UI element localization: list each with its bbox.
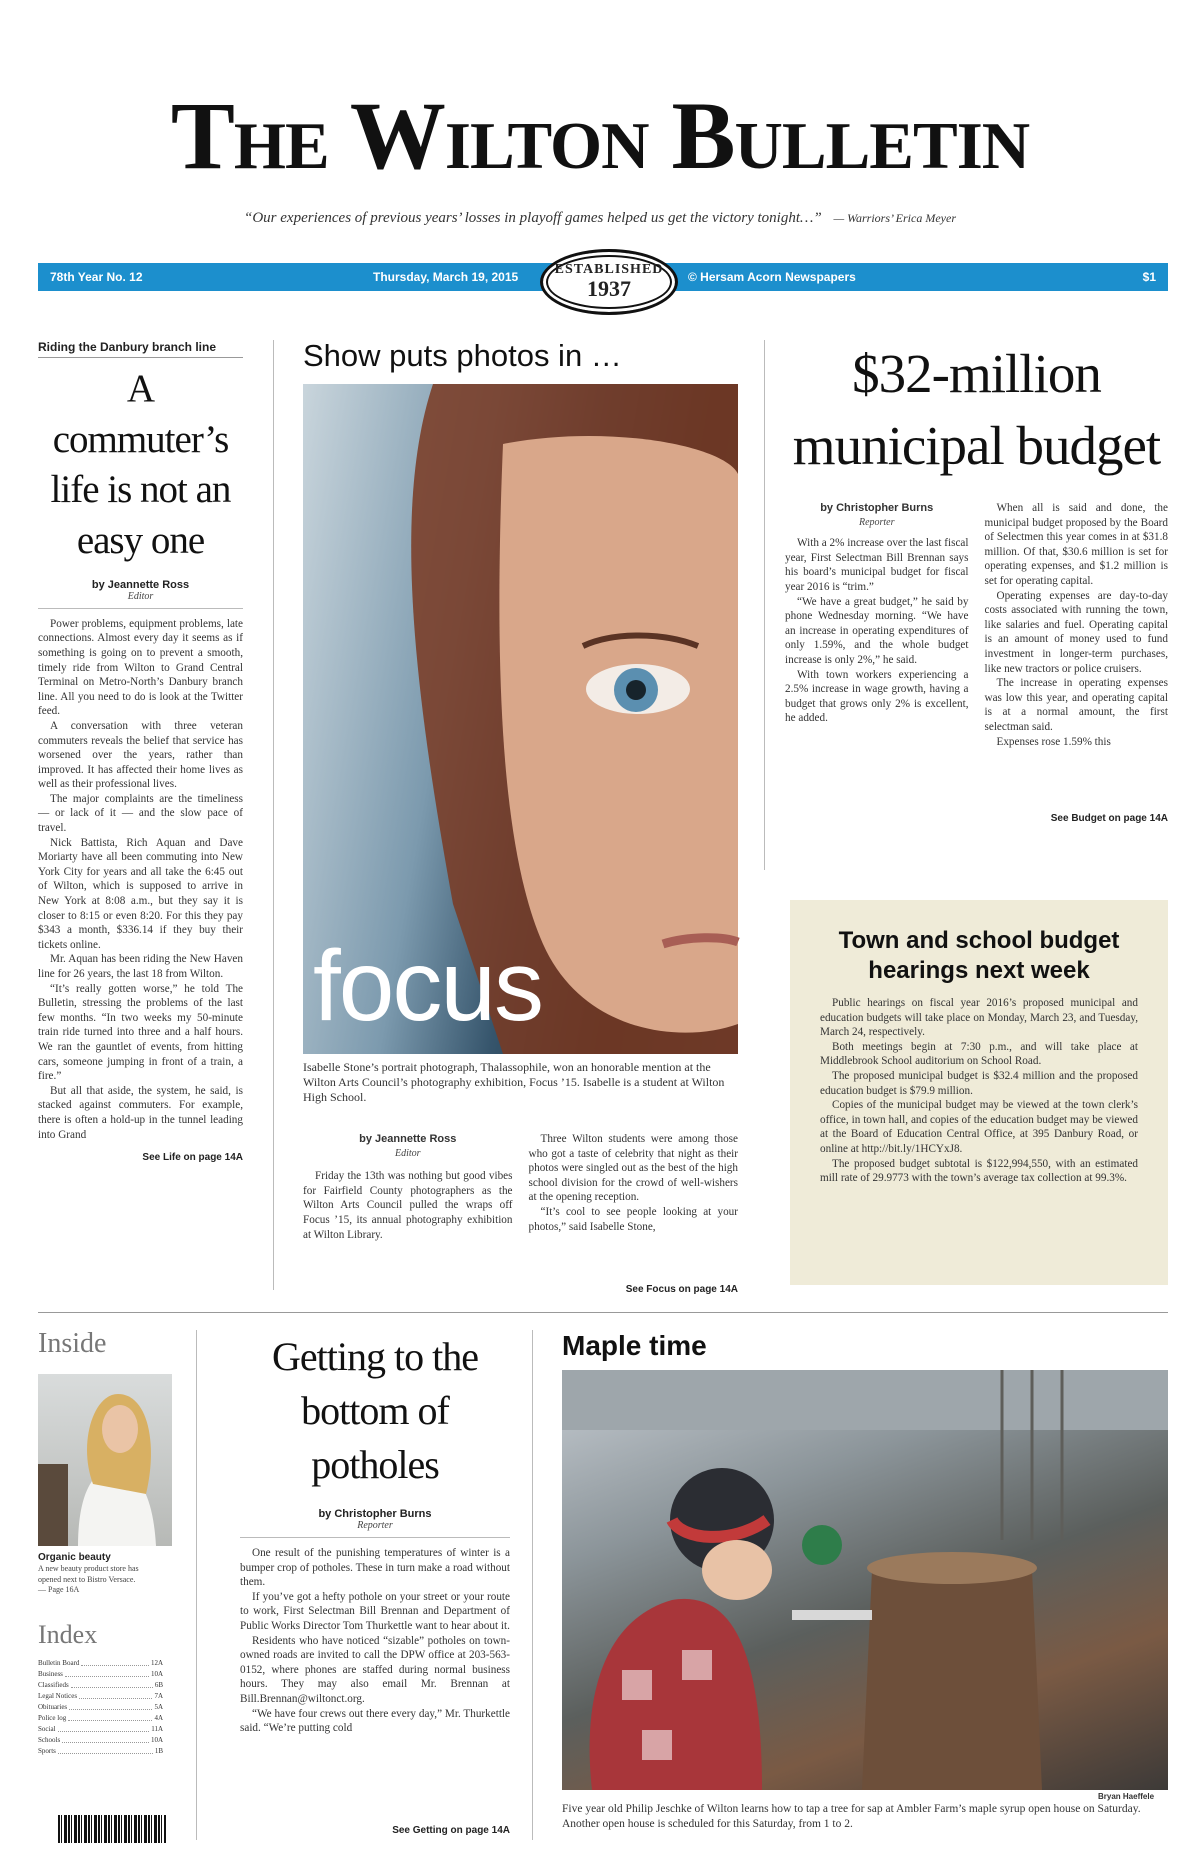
publisher: © Hersam Acorn Newspapers [688,270,856,284]
tagline-attribution: — Warriors’ Erica Meyer [833,211,956,225]
focus-photo-caption: Isabelle Stone’s portrait photograph, Thalassophile, won an honorable mention at the Wilton Arts Council’s photography exhibition, Focus ’15. Isabelle is a student at Wilton High School. [303,1060,725,1104]
woman-portrait-image [38,1374,172,1546]
paragraph: Expenses rose 1.59% this [996,735,1111,748]
paragraph: Public hearings on fiscal year 2016’s proposed municipal and education budgets will take place on Monday, March 23, and Tuesday, March 24, respectively. [820,997,1138,1039]
paragraph: If you’ve got a hefty pothole on your street or your route to work, First Selectman Bill Brennan and Department of Public Works Director Tom Thurkettle want to hear about it. [240,1590,510,1632]
index-list [38,1658,163,1757]
center-story-role: Editor [394,1147,421,1159]
center-story-byline: by Jeannette Ross [359,1133,457,1145]
index-row[interactable]: Legal Notices 7A [38,1692,163,1700]
inside-item-page: — Page 16A [38,1585,80,1594]
paragraph: A conversation with three veteran commuters reveals the belief that service has worsened over the years, rather than improved. It has affected their home lives as well as their professional lives. [38,719,243,791]
right-story-role: Reporter [858,516,895,528]
center-story-body [303,1132,738,1282]
pothole-body [240,1546,510,1821]
paragraph: With town workers experiencing a 2.5% increase in wage growth, having a budget that grows only 2% is excellent, he added. [785,668,969,725]
paragraph: The major complaints are the timeliness — or lack of it — and the slow pace of travel. [38,792,243,835]
paragraph: Residents who have noticed “sizable” potholes on town-owned roads are invited to call the DPW office at 203-563-0152, where phones are staffed during normal business hours. They may also email Mr. Brennan at Bill.Brennan@wiltonct.org. [240,1634,510,1705]
paragraph: The proposed budget subtotal is $122,994,550, with an estimated mill rate of 29.9773 with the town’s average tax collection at 99.3%. [820,1157,1138,1185]
right-story-headline-1: $32-million [852,343,1101,404]
paragraph: Nick Battista, Rich Aquan and Dave Moriarty have all been commuting into New York City for years and all take the 6:45 out of Wilton, which is supposed to arrive in New York at 8:08 a.m., but they say it is closer to 8:15 or even 8:20. For this they pay $343 a month, $336.14 if they buy their tickets online. [38,836,243,951]
focus-photo [303,384,738,1054]
masthead-tagline [100,210,1100,227]
maple-photo [562,1370,1168,1790]
established-seal [540,249,678,315]
index-row[interactable]: Bulletin Board 12A [38,1659,163,1667]
paragraph: But all that aside, the system, he said, is stacked against commuters. For example, there is often a hold-up in the tunnel leading into Grand [38,1084,243,1141]
maple-caption: Five year old Philip Jeschke of Wilton learns how to tap a tree for sap at Ambler Farm’s maple syrup open house on Saturday. Another open house is scheduled for this Saturday, from 1 to 2. [562,1803,1141,1830]
pothole-byline: by Christopher Burns [318,1508,432,1520]
paragraph: Copies of the municipal budget may be viewed at the town clerk’s office, in town hall, and copies of the education budget may be viewed at the Board of Education Central Office, at 395 Danbury Road, or online at http://bit.ly/1HCYxJ8. [820,1099,1138,1155]
right-story-jump[interactable]: See Budget on page 14A [1050,813,1168,824]
inside-item-text: A new beauty product store has opened next to Bistro Versace. [38,1564,139,1584]
seal-year: 1937 [587,276,631,301]
paragraph: With a 2% increase over the last fiscal year, First Selectman Bill Brennan says his board’s municipal budget for fiscal year 2016 is “trim.” [785,537,969,593]
center-story [303,1132,738,1295]
center-story-jump[interactable]: See Focus on page 14A [625,1284,738,1295]
pothole-story [240,1330,510,1836]
budget-hearings-box [790,900,1168,1285]
left-story-kicker: Riding the Danbury branch line [38,340,243,358]
left-story [38,340,243,1163]
inside-label: Inside [38,1328,107,1359]
seal-established: ESTABLISHED [554,262,664,277]
index-row[interactable]: Business 10A [38,1670,163,1678]
right-story [785,338,1168,824]
left-story-role: Editor [127,590,154,602]
index-row[interactable]: Classifieds 6B [38,1681,163,1689]
issue-date: Thursday, March 19, 2015 [373,270,519,284]
issue-number: 78th Year No. 12 [50,270,143,284]
index-row[interactable]: Obituaries 5A [38,1703,163,1711]
inside-photo[interactable] [38,1374,172,1546]
left-story-headline: A commuter’s life is not an easy one [50,367,231,563]
index-row[interactable]: Schools 10A [38,1736,163,1744]
paragraph: Friday the 13th was nothing but good vibes for Fairfield County photographers as the Wilton Arts Council pulled the wraps off Focus ’15, its annual photography exhibition at Wilton Library. [303,1170,513,1241]
index-row[interactable]: Police log 4A [38,1714,163,1722]
focus-word: focus [313,930,543,1042]
paragraph: “It’s really gotten worse,” he told The Bulletin, stressing the problems of the last few months. “In two weeks my 50-minute train ride turned into three and a half hours. We ran the gauntlet of events, from hitting cars, someone jumping in front of a train, a fire.” [38,982,243,1083]
tagline-quote: “Our experiences of previous years’ losses in playoff games helped us get the victory tonight…” [244,210,822,226]
price: $1 [1142,270,1156,284]
index-row[interactable]: Social 11A [38,1725,163,1733]
paragraph: “We have four crews out there every day,” Mr. Thurkettle said. “We’re putting cold [240,1707,510,1735]
index-label: Index [38,1620,98,1649]
inside-column [38,1328,188,1757]
paragraph: “We have a great budget,” he said by phone Wednesday morning. “We have an increase in operating expenditures of only 1.59%, and the whole budget increase is only 2%,” he said. [785,595,969,666]
right-story-body [785,501,1168,811]
right-story-headline-2: municipal budget [792,414,1161,476]
left-story-body [38,617,243,1141]
barcode [58,1815,166,1843]
paragraph: Mr. Aquan has been riding the New Haven line for 26 years, the last 18 from Wilton. [38,953,243,980]
maple-headline: Maple time [562,1330,707,1361]
paragraph: “It’s cool to see people looking at your photos,” said Isabelle Stone, [528,1205,738,1233]
maple-photo-credit: Bryan Haeffele [1098,1792,1155,1801]
pothole-role: Reporter [357,1520,393,1531]
paragraph: Power problems, equipment problems, late connections. Almost every day it seems as if something is going on to prevent a smooth, timely ride from Wilton to Grand Central Terminal on Metro-North’s Danbury branch line. All you need to do is look at the Twitter feed. [38,617,243,718]
index-row[interactable]: Sports 1B [38,1747,163,1755]
pothole-headline: Getting to the bottom of potholes [272,1334,478,1487]
paragraph: When all is said and done, the municipal budget proposed by the Board of Selectmen this year comes in at $31.8 million. Of that, $30.6 million is set for operating expenses, and $1.2 million is set for operating capital. [984,502,1168,587]
maple-tapping-image [562,1370,1168,1790]
paragraph: Both meetings begin at 7:30 p.m., and will take place at Middlebrook School auditorium on School Road. [820,1040,1138,1068]
inside-item-title[interactable]: Organic beauty [38,1552,111,1563]
masthead-title: The Wilton Bulletin [170,82,1030,189]
paragraph: Operating expenses are day-to-day costs associated with running the town, like salaries and fuel. Operating capital is an amount of money used to fund investment in longer-term purchases, like new tractors or police cruisers. [984,589,1168,675]
left-story-jump[interactable]: See Life on page 14A [142,1151,243,1163]
paragraph: The increase in operating expenses was low this year, and operating capital is at a normal amount, the first selectman said. [984,677,1168,733]
paragraph: One result of the punishing temperatures of winter is a bumper crop of potholes. These in turn make a road without them. [240,1547,510,1589]
left-story-byline: by Jeannette Ross [91,578,190,591]
pothole-jump[interactable]: See Getting on page 14A [392,1825,510,1836]
paragraph: The proposed municipal budget is $32.4 million and the proposed education budget is $79.9 million. [820,1069,1138,1097]
center-story-kicker: Show puts photos in … [303,338,622,373]
paragraph: Three Wilton students were among those who got a taste of celebrity that night as their photos were singled out as the best of the high school division for the crowd of well-wishers at the opening reception. [528,1133,738,1204]
budget-hearings-headline: Town and school budget hearings next week [838,927,1120,984]
budget-hearings-body [820,996,1138,1246]
right-story-byline: by Christopher Burns [820,502,934,514]
